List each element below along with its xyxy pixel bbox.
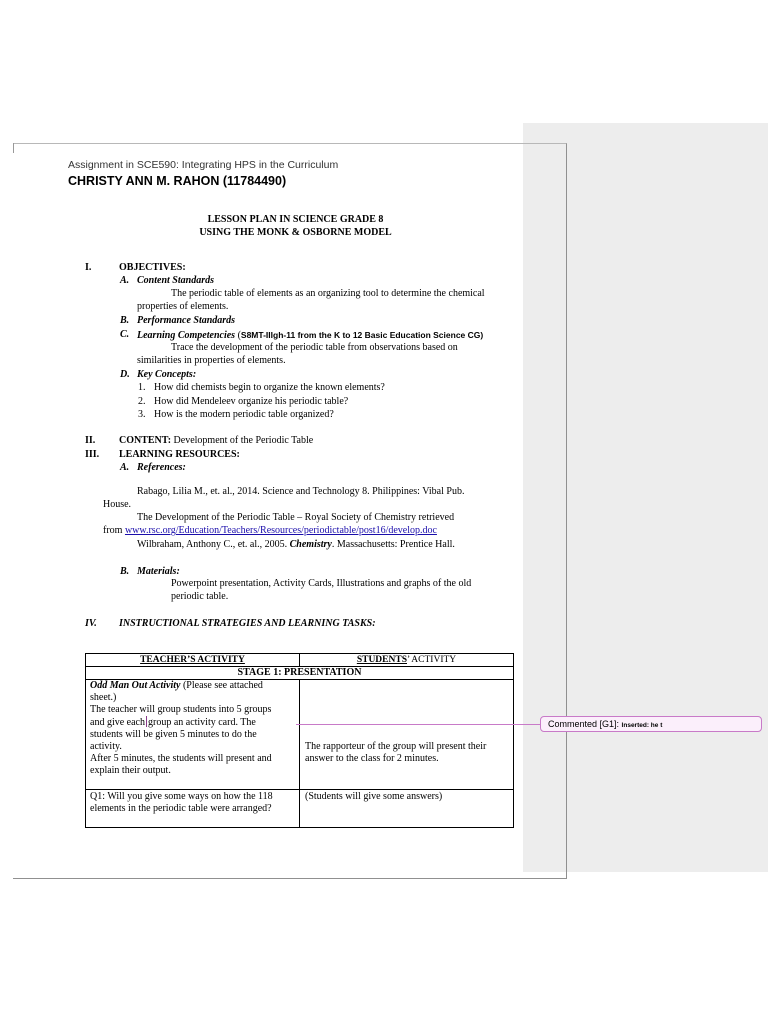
key-concept-2-text: How did Mendeleev organize his periodic table? — [154, 396, 349, 407]
references-title: References: — [137, 462, 186, 473]
student-line-1: The rapporteur of the group will present their — [305, 741, 487, 752]
activity-line-7: After 5 minutes, the students will present and — [90, 753, 272, 764]
content-standards-text-1: The periodic table of elements as an organizing tool to determine the chemical — [171, 288, 485, 299]
header-author: CHRISTY ANN M. RAHON (11784490) — [68, 174, 287, 188]
activity-line-2: sheet.) — [90, 692, 117, 703]
content-line — [119, 435, 313, 447]
teacher-activity-cell — [90, 680, 298, 777]
student-line-2: answer to the class for 2 minutes. — [305, 753, 439, 764]
question-line-1: Q1: Will you give some ways on how the 118 — [90, 791, 273, 802]
activity-line-3: The teacher will group students into 5 groups — [90, 704, 272, 715]
key-concepts-label: D. — [120, 369, 130, 380]
question-line-2: elements in the periodic table were arranged? — [90, 803, 272, 814]
learning-competencies-line — [137, 329, 483, 342]
key-concepts-title: Key Concepts: — [137, 369, 197, 380]
content-label: CONTENT: — [119, 435, 172, 446]
reference-2-from: from — [103, 525, 123, 536]
reference-3 — [137, 539, 455, 551]
activity-title-line — [90, 680, 298, 692]
objectives-number: I. — [85, 262, 92, 273]
key-concept-2-number: 2. — [138, 396, 146, 407]
text-cursor-marker — [146, 716, 147, 727]
learning-competencies-text-2: similarities in properties of elements. — [137, 355, 286, 366]
header-course: Assignment in SCE590: Integrating HPS in the Curriculum — [68, 159, 339, 171]
references-label: A. — [120, 462, 130, 473]
content-standards-label: A. — [120, 275, 130, 286]
reference-1-line2: House. — [103, 499, 132, 510]
content-number: II. — [85, 435, 96, 446]
lesson-title-line1: LESSON PLAN IN SCIENCE GRADE 8 — [207, 214, 384, 225]
activity-line-8: explain their output. — [90, 765, 171, 776]
odd-man-out-title: Odd Man Out Activity — [90, 680, 181, 691]
reference-2-link[interactable]: www.rsc.org/Education/Teachers/Resources/periodictable/post16/develop.doc — [124, 525, 437, 536]
activity-line-4 — [90, 716, 298, 729]
table-divider — [299, 679, 300, 828]
activity-table — [85, 653, 514, 828]
question-cell — [90, 791, 298, 815]
comment-text: Inserted: he t — [621, 722, 663, 729]
student-answer-cell: (Students will give some answers) — [305, 791, 443, 802]
content-standards-title: Content Standards — [137, 275, 214, 286]
column-header-students-bold: STUDENTS — [356, 655, 407, 665]
stage-row: STAGE 1: PRESENTATION — [237, 667, 362, 678]
activity-line-6: activity. — [90, 741, 122, 752]
activity-line-4a: and give each — [90, 717, 145, 728]
reference-1-line1: Rabago, Lilia M., et. al., 2014. Science and Technology 8. Philippines: Vibal Pub. — [137, 486, 465, 497]
learning-competencies-text-1: Trace the development of the periodic table from observations based on — [171, 342, 458, 353]
student-activity-cell — [305, 741, 511, 765]
performance-standards-label: B. — [120, 315, 130, 326]
content-standards-text-2: properties of elements. — [137, 301, 229, 312]
key-concept-3-text: How is the modern periodic table organized? — [154, 409, 334, 420]
competency-code: S8MT-IIIgh-11 from the K to 12 Basic Education Science CG) — [240, 330, 484, 340]
key-concept-1-text: How did chemists begin to organize the known elements? — [154, 382, 385, 393]
activity-line-1: (Please see attached — [180, 680, 263, 691]
objectives-heading: OBJECTIVES: — [119, 262, 186, 273]
reference-2-line2 — [103, 525, 437, 537]
comment-connector-line — [296, 724, 540, 725]
key-concept-1-number: 1. — [138, 382, 146, 393]
comment-label: Commented [G1]: — [548, 719, 620, 729]
reference-2-line1: The Development of the Periodic Table – Royal Society of Chemistry retrieved — [137, 512, 455, 523]
column-header-students-rest: ’ ACTIVITY — [407, 655, 457, 665]
column-header-students — [300, 654, 513, 666]
column-header-teacher: TEACHER’S ACTIVITY — [140, 655, 245, 665]
materials-text-2: periodic table. — [171, 591, 229, 602]
page-crop-mark — [13, 143, 14, 153]
materials-text-1: Powerpoint presentation, Activity Cards, Illustrations and graphs of the old — [171, 578, 472, 589]
activity-line-4b: group an activity card. The — [147, 717, 256, 728]
learning-competencies-label: C. — [120, 329, 130, 340]
resources-heading: LEARNING RESOURCES: — [119, 449, 240, 460]
key-concept-3-number: 3. — [138, 409, 146, 420]
reference-3-publisher: . Massachusetts: Prentice Hall. — [331, 539, 455, 550]
materials-label: B. — [120, 566, 130, 577]
comment-balloon[interactable] — [540, 716, 762, 732]
strategies-number: IV. — [85, 618, 97, 629]
learning-competencies-title: Learning Competencies — [137, 330, 236, 341]
materials-title: Materials: — [137, 566, 180, 577]
lesson-title-line2: USING THE MONK & OSBORNE MODEL — [199, 227, 392, 238]
resources-number: III. — [85, 449, 100, 460]
reference-3-book: Chemistry — [289, 539, 332, 550]
strategies-heading: INSTRUCTIONAL STRATEGIES AND LEARNING TASKS: — [119, 618, 376, 629]
activity-line-5: students will be given 5 minutes to do the — [90, 729, 257, 740]
learning-competencies-paren: ( — [237, 330, 241, 341]
reference-3-authors: Wilbraham, Anthony C., et. al., 2005. — [137, 539, 288, 550]
performance-standards-title: Performance Standards — [137, 315, 236, 326]
content-text: Development of the Periodic Table — [173, 435, 314, 446]
